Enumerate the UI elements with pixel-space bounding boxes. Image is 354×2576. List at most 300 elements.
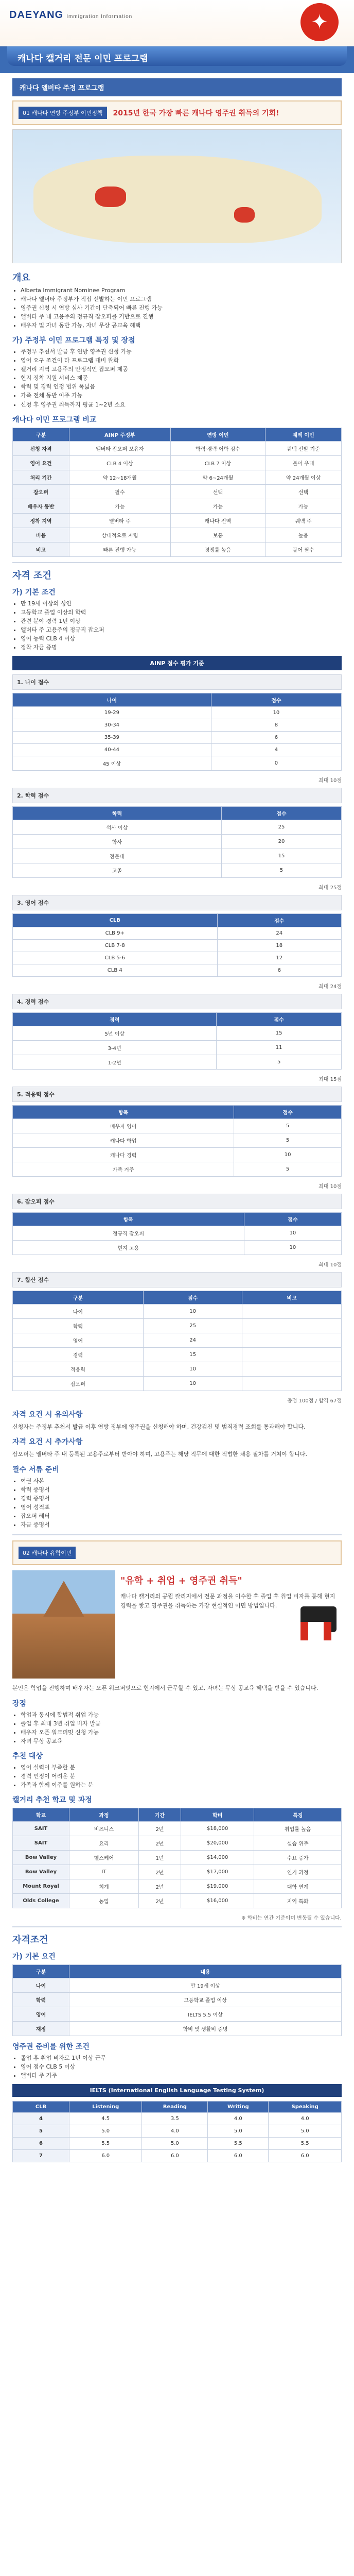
cell: 나이 bbox=[13, 1978, 69, 1993]
cell: 5.5 bbox=[208, 2138, 269, 2150]
cell: 2년 bbox=[138, 1879, 181, 1894]
eligibility-subtitle: 가) 기본 조건 bbox=[12, 588, 56, 597]
cell: 10 bbox=[244, 1240, 341, 1255]
cell: 8 bbox=[211, 719, 341, 731]
promo-text: 2015년 한국 가장 빠른 캐나다 영주권 취득의 기회! bbox=[113, 109, 279, 117]
list-item: • 배우자 오픈 워크퍼밋 신청 가능 bbox=[21, 1728, 342, 1737]
cell: 캐나다 학업 bbox=[13, 1133, 234, 1147]
cell: 캐나다 경력 bbox=[13, 1147, 234, 1162]
cell: $14,000 bbox=[181, 1851, 254, 1865]
cell: 나이 bbox=[13, 1304, 144, 1318]
features-title: 가) 주정부 이민 프로그램 특징 및 장점 bbox=[12, 336, 135, 345]
table-header: 점수 bbox=[234, 1105, 342, 1118]
table-row bbox=[13, 455, 342, 470]
slogan-text: 캐나다 캘거리의 공립 칼리지에서 전문 과정을 이수한 후 졸업 후 취업 비자를 통해 현지 경력을 쌓고 영주권을 취득하는 가장 현실적인 이민 방법입니다. bbox=[120, 1593, 335, 1609]
eligibility-list bbox=[12, 599, 342, 652]
pr-list bbox=[12, 2054, 342, 2080]
cell: 가능 bbox=[170, 499, 265, 513]
cell bbox=[242, 1318, 342, 1333]
score-note: 최대 15점 bbox=[318, 1076, 342, 1082]
cell: 6 bbox=[217, 964, 341, 976]
cell: 5 bbox=[234, 1118, 342, 1133]
cell: Bow Valley bbox=[13, 1865, 69, 1879]
table-header: 학비 bbox=[181, 1808, 254, 1822]
cell bbox=[242, 1304, 342, 1318]
cell: 5.5 bbox=[69, 2138, 142, 2150]
score-table bbox=[12, 913, 342, 977]
table-row bbox=[13, 542, 342, 556]
table-header: 점수 bbox=[217, 913, 341, 927]
cell: 신청 자격 bbox=[13, 441, 69, 455]
table-row bbox=[13, 1836, 342, 1851]
site-header bbox=[0, 0, 354, 46]
table-header: 나이 bbox=[13, 693, 211, 706]
cell: 잡오퍼 bbox=[13, 484, 69, 499]
cell: 40-44 bbox=[13, 743, 211, 756]
table-row bbox=[13, 952, 342, 964]
list-item: • 자녀 무상 공교육 bbox=[21, 1737, 342, 1745]
table-header: 구분 bbox=[13, 1965, 69, 1978]
cell: 상대적으로 저렴 bbox=[69, 528, 171, 542]
score-table-title: 5. 적응력 점수 bbox=[12, 1087, 342, 1102]
list-item: • 영어 성적표 bbox=[21, 1503, 342, 1512]
study-text: 본인은 학업을 진행하며 배우자는 오픈 워크퍼밋으로 현지에서 근무할 수 있고, 자녀는 무상 공교육 혜택을 받을 수 있습니다. bbox=[12, 1685, 318, 1692]
overview-title: 개요 bbox=[12, 273, 30, 283]
cell: 5년 이상 bbox=[13, 1026, 217, 1040]
cell: 대학 연계 bbox=[254, 1879, 342, 1894]
table-row bbox=[13, 939, 342, 952]
cell: 보통 bbox=[170, 528, 265, 542]
cell: 4.0 bbox=[269, 2113, 342, 2125]
table-header: 점수 bbox=[217, 1012, 342, 1026]
cell: 회계 bbox=[69, 1879, 139, 1894]
logo-text: DAEYANG bbox=[9, 9, 64, 21]
cell: 전문대 bbox=[13, 849, 222, 863]
cell: 5 bbox=[13, 2125, 69, 2138]
requirements-title: 자격조건 bbox=[12, 1935, 48, 1946]
table-row bbox=[13, 1347, 342, 1362]
cell bbox=[242, 1362, 342, 1376]
list-item: • 가족 전체 동반 이주 가능 bbox=[21, 391, 342, 400]
cell: 4 bbox=[211, 743, 341, 756]
table-row bbox=[13, 820, 342, 834]
cell: 10 bbox=[143, 1304, 242, 1318]
content bbox=[12, 78, 342, 2162]
divider bbox=[12, 1534, 342, 1535]
list-item: • 신청 후 영주권 취득까지 평균 1~2년 소요 bbox=[21, 400, 342, 409]
list-item: • 졸업 후 취업 비자로 1년 이상 근무 bbox=[21, 2054, 342, 2062]
list-item: • 경력 증명서 bbox=[21, 1494, 342, 1503]
cell: Mount Royal bbox=[13, 1879, 69, 1894]
cell: 25 bbox=[221, 820, 341, 834]
cell: 경력 bbox=[13, 1347, 144, 1362]
table-header: 구분 bbox=[13, 1291, 144, 1304]
cell: 5 bbox=[221, 863, 341, 877]
cell: 6 bbox=[211, 731, 341, 743]
list-item: • 배우자 및 자녀 동반 가능, 자녀 무상 공교육 혜택 bbox=[21, 321, 342, 330]
table-row bbox=[13, 1147, 342, 1162]
cell: 정규직 잡오퍼 bbox=[13, 1226, 244, 1240]
cell: 요리 bbox=[69, 1836, 139, 1851]
table-row bbox=[13, 719, 342, 731]
cell: $20,000 bbox=[181, 1836, 254, 1851]
maple-leaf-icon: ✦ bbox=[300, 3, 339, 41]
table-row bbox=[13, 470, 342, 484]
table-header: 점수 bbox=[221, 806, 341, 820]
cell: 비용 bbox=[13, 528, 69, 542]
logo[interactable] bbox=[9, 9, 132, 21]
table-row bbox=[13, 1318, 342, 1333]
table-header: 점수 bbox=[244, 1212, 341, 1226]
cell: 10 bbox=[143, 1362, 242, 1376]
cell: 6.0 bbox=[69, 2150, 142, 2162]
score-table bbox=[12, 1212, 342, 1255]
cell: 5 bbox=[234, 1162, 342, 1176]
target-list bbox=[12, 1763, 342, 1789]
cell: 재정 bbox=[13, 2022, 69, 2036]
cell: 2년 bbox=[138, 1894, 181, 1908]
cell: CLB 4 이상 bbox=[69, 455, 171, 470]
list-item: • 앨버타 주 내 고용주의 정규직 잡오퍼를 기반으로 진행 bbox=[21, 312, 342, 321]
cell: 현지 고용 bbox=[13, 1240, 244, 1255]
cell: 석사 이상 bbox=[13, 820, 222, 834]
cell: 퀘벡 선발 기준 bbox=[266, 441, 342, 455]
requirements-table bbox=[12, 1964, 342, 2036]
cell: 5.0 bbox=[208, 2125, 269, 2138]
table-row bbox=[13, 1055, 342, 1069]
study-tag: 02 캐나다 유학이민 bbox=[19, 1547, 76, 1559]
cell: 가족 거주 bbox=[13, 1162, 234, 1176]
compare-table-title: 캐나다 이민 프로그램 비교 bbox=[12, 415, 97, 424]
list-item: • 영어 실력이 부족한 분 bbox=[21, 1763, 342, 1772]
additional-title: 자격 요건 시 추가사항 bbox=[12, 1438, 83, 1447]
cell: $19,000 bbox=[181, 1879, 254, 1894]
table-header: Writing bbox=[208, 2102, 269, 2113]
table-row bbox=[13, 743, 342, 756]
cell: 6.0 bbox=[208, 2150, 269, 2162]
cell: $18,000 bbox=[181, 1822, 254, 1836]
table-header: 내용 bbox=[69, 1965, 342, 1978]
cell: Bow Valley bbox=[13, 1851, 69, 1865]
cell: 고졸 bbox=[13, 863, 222, 877]
advantages-list bbox=[12, 1710, 342, 1745]
score-note: 최대 10점 bbox=[318, 1183, 342, 1190]
cell bbox=[242, 1333, 342, 1347]
list-item: • 학업과 동시에 합법적 취업 가능 bbox=[21, 1710, 342, 1719]
cell: 12 bbox=[217, 952, 341, 964]
score-note: 최대 25점 bbox=[318, 885, 342, 891]
table-row bbox=[13, 528, 342, 542]
cell: 비고 bbox=[13, 542, 69, 556]
table-row bbox=[13, 731, 342, 743]
target-title: 추천 대상 bbox=[12, 1752, 43, 1761]
list-item: • 고등학교 졸업 이상의 학력 bbox=[21, 608, 342, 617]
ielts-bar: IELTS (International English Language Testing System) bbox=[12, 2084, 342, 2097]
score-table-title: 6. 잡오퍼 점수 bbox=[12, 1194, 342, 1209]
table-header: 점수 bbox=[143, 1291, 242, 1304]
cell: Olds College bbox=[13, 1894, 69, 1908]
cell: CLB 4 bbox=[13, 964, 218, 976]
caution-text: 신청자는 주정부 추천서 발급 이후 연방 정부에 영주권을 신청해야 하며, 건강검진 및 범죄경력 조회를 통과해야 합니다. bbox=[12, 1423, 306, 1430]
score-table bbox=[12, 806, 342, 878]
cell: 불어 필수 bbox=[266, 542, 342, 556]
cell: 잡오퍼 bbox=[13, 1376, 144, 1391]
cell: 7 bbox=[13, 2150, 69, 2162]
table-row bbox=[13, 2125, 342, 2138]
table-row bbox=[13, 706, 342, 719]
table-row bbox=[13, 964, 342, 976]
score-note: 최대 10점 bbox=[318, 777, 342, 784]
list-item: • 현지 정착 지원 서비스 제공 bbox=[21, 374, 342, 382]
table-header: 항목 bbox=[13, 1212, 244, 1226]
table-row bbox=[13, 1879, 342, 1894]
cell: CLB 7-8 bbox=[13, 939, 218, 952]
cell: 학력 bbox=[13, 1318, 144, 1333]
table-header: Speaking bbox=[269, 2102, 342, 2113]
cell: 농업 bbox=[69, 1894, 139, 1908]
table-header: 점수 bbox=[211, 693, 341, 706]
cell: 약 12~18개월 bbox=[69, 470, 171, 484]
cell: 15 bbox=[221, 849, 341, 863]
cell: 6 bbox=[13, 2138, 69, 2150]
promo-box bbox=[12, 100, 342, 125]
cell: 불어 우대 bbox=[266, 455, 342, 470]
school-note: ※ 학비는 연간 기준이며 변동될 수 있습니다. bbox=[241, 1916, 342, 1922]
table-row bbox=[13, 756, 342, 770]
list-item: • 영주권 신청 시 연방 심사 기간이 단축되어 빠른 진행 가능 bbox=[21, 303, 342, 312]
cell: 30-34 bbox=[13, 719, 211, 731]
cell: 약 24개월 이상 bbox=[266, 470, 342, 484]
cell: 고등학교 졸업 이상 bbox=[69, 1993, 342, 2007]
table-row bbox=[13, 849, 342, 863]
cell: 지역 특화 bbox=[254, 1894, 342, 1908]
school-table bbox=[12, 1808, 342, 1908]
compare-table bbox=[12, 428, 342, 557]
cell: 5.0 bbox=[69, 2125, 142, 2138]
table-row bbox=[13, 927, 342, 939]
table-row bbox=[13, 1118, 342, 1133]
canada-flag-icon bbox=[300, 1622, 331, 1640]
table-row bbox=[13, 499, 342, 513]
table-row bbox=[13, 2138, 342, 2150]
score-table-title: 3. 영어 점수 bbox=[12, 895, 342, 910]
cell: 0 bbox=[211, 756, 341, 770]
cell: 1년 bbox=[138, 1851, 181, 1865]
cell: $16,000 bbox=[181, 1894, 254, 1908]
table-header: CLB bbox=[13, 2102, 69, 2113]
table-header: 과정 bbox=[69, 1808, 139, 1822]
cell: 11 bbox=[217, 1040, 342, 1055]
list-item: • 졸업 후 최대 3년 취업 비자 발급 bbox=[21, 1719, 342, 1728]
score-table-title: 1. 나이 점수 bbox=[12, 674, 342, 690]
cell: 25 bbox=[143, 1318, 242, 1333]
table-header: 기간 bbox=[138, 1808, 181, 1822]
list-item: • 자금 증명서 bbox=[21, 1520, 342, 1529]
slogan-box bbox=[120, 1570, 342, 1679]
cell: CLB 5-6 bbox=[13, 952, 218, 964]
score-note: 최대 24점 bbox=[318, 984, 342, 990]
list-item: • 학력 증명서 bbox=[21, 1485, 342, 1494]
table-row bbox=[13, 834, 342, 849]
cell: 5 bbox=[234, 1133, 342, 1147]
cell: 35-39 bbox=[13, 731, 211, 743]
cell: 선택 bbox=[266, 484, 342, 499]
score-table bbox=[12, 1012, 342, 1070]
list-item: • 잡오퍼 레터 bbox=[21, 1512, 342, 1520]
school-table-title: 캘거리 추천 학교 및 과정 bbox=[12, 1796, 92, 1805]
cell: 영어 bbox=[13, 1333, 144, 1347]
cell: $17,000 bbox=[181, 1865, 254, 1879]
table-row bbox=[13, 513, 342, 528]
cell: 학사 bbox=[13, 834, 222, 849]
list-item: • 정착 자금 증명 bbox=[21, 643, 342, 652]
additional-text: 잡오퍼는 앨버타 주 내 등록된 고용주로부터 받아야 하며, 고용주는 해당 직무에 대한 적법한 채용 절차를 거쳐야 합니다. bbox=[12, 1451, 307, 1458]
table-header: 항목 bbox=[13, 1105, 234, 1118]
list-item: • 영어 점수 CLB 5 이상 bbox=[21, 2062, 342, 2071]
cell: 앨버타 주 bbox=[69, 513, 171, 528]
eligibility-title: 자격 조건 bbox=[12, 570, 51, 581]
score-note: 최대 10점 bbox=[318, 1262, 342, 1268]
list-item: • 만 19세 이상의 성인 bbox=[21, 599, 342, 608]
table-row bbox=[13, 1133, 342, 1147]
cell: 적응력 bbox=[13, 1362, 144, 1376]
table-row bbox=[13, 1304, 342, 1318]
list-item: • 주정부 추천서 발급 후 연방 영주권 신청 가능 bbox=[21, 347, 342, 356]
cell: 4 bbox=[13, 2113, 69, 2125]
cell: IT bbox=[69, 1865, 139, 1879]
list-item: • 여권 사본 bbox=[21, 1477, 342, 1485]
cell: 배우자 영어 bbox=[13, 1118, 234, 1133]
cell: 4.0 bbox=[208, 2113, 269, 2125]
cell: 영어 bbox=[13, 2007, 69, 2022]
cell: 24 bbox=[143, 1333, 242, 1347]
cell: 비즈니스 bbox=[69, 1822, 139, 1836]
cell: 6.0 bbox=[142, 2150, 208, 2162]
table-row bbox=[13, 1978, 342, 1993]
cell: 1-2년 bbox=[13, 1055, 217, 1069]
table-header: 퀘벡 이민 bbox=[266, 428, 342, 441]
table-row bbox=[13, 441, 342, 455]
cell: 가능 bbox=[266, 499, 342, 513]
cell: 10 bbox=[244, 1226, 341, 1240]
cell: 10 bbox=[211, 706, 341, 719]
page-title: 캐나다 캘거리 전문 이민 프로그램 bbox=[7, 46, 347, 66]
cell: 2년 bbox=[138, 1822, 181, 1836]
cell: 학력·경력·어학 점수 bbox=[170, 441, 265, 455]
table-header: 구분 bbox=[13, 428, 69, 441]
cell: 5.0 bbox=[269, 2125, 342, 2138]
list-item: • 경력 인정이 어려운 분 bbox=[21, 1772, 342, 1781]
cell bbox=[242, 1376, 342, 1391]
cell: 높음 bbox=[266, 528, 342, 542]
cell: IELTS 5.5 이상 bbox=[69, 2007, 342, 2022]
requirements-subtitle: 가) 기본 요건 bbox=[12, 1953, 56, 1961]
cell: 2년 bbox=[138, 1865, 181, 1879]
cell: 앨버타 잡오퍼 보유자 bbox=[69, 441, 171, 455]
list-item: • 학력 및 경력 인정 범위 폭넓음 bbox=[21, 382, 342, 391]
table-header: 연방 이민 bbox=[170, 428, 265, 441]
slogan: "유학 + 취업 + 영주권 취득" bbox=[120, 1575, 242, 1587]
caution-title: 자격 요건 시 유의사항 bbox=[12, 1410, 83, 1419]
features-list bbox=[12, 347, 342, 409]
cell: CLB 9+ bbox=[13, 927, 218, 939]
table-row bbox=[13, 484, 342, 499]
table-row bbox=[13, 1865, 342, 1879]
cell: 15 bbox=[143, 1347, 242, 1362]
list-item: • 가족과 함께 이주를 원하는 분 bbox=[21, 1781, 342, 1789]
cell: 영어 요건 bbox=[13, 455, 69, 470]
land-shape bbox=[33, 156, 322, 243]
list-item: • 앨버타 주 고용주의 정규직 잡오퍼 bbox=[21, 625, 342, 634]
cell: 3-4년 bbox=[13, 1040, 217, 1055]
table-row bbox=[13, 1162, 342, 1176]
list-item: • 앨버타 주 거주 bbox=[21, 2071, 342, 2080]
ielts-table bbox=[12, 2101, 342, 2162]
list-item: • 캘거리 지역 고용주의 안정적인 잡오퍼 제공 bbox=[21, 365, 342, 374]
table-row bbox=[13, 2007, 342, 2022]
cell: 20 bbox=[221, 834, 341, 849]
study-heading bbox=[12, 1540, 342, 1565]
cell: 취업률 높음 bbox=[254, 1822, 342, 1836]
total-note: 총점 100점 / 합격 67점 bbox=[287, 1398, 342, 1404]
divider bbox=[12, 1926, 342, 1927]
cell: 5.5 bbox=[269, 2138, 342, 2150]
cell: 4.5 bbox=[69, 2113, 142, 2125]
table-header: CLB bbox=[13, 913, 218, 927]
total-table-title: 7. 합산 점수 bbox=[12, 1272, 342, 1287]
docs-title: 필수 서류 준비 bbox=[12, 1466, 59, 1475]
divider bbox=[12, 562, 342, 563]
table-row bbox=[13, 1333, 342, 1347]
table-row bbox=[13, 1376, 342, 1391]
table-row bbox=[13, 1226, 342, 1240]
cell: 인기 과정 bbox=[254, 1865, 342, 1879]
cell: 정착 지역 bbox=[13, 513, 69, 528]
table-row bbox=[13, 2150, 342, 2162]
cell: 경쟁률 높음 bbox=[170, 542, 265, 556]
cell: 빠른 진행 가능 bbox=[69, 542, 171, 556]
table-row bbox=[13, 1026, 342, 1040]
cell: SAIT bbox=[13, 1836, 69, 1851]
table-row bbox=[13, 1362, 342, 1376]
advantages-title: 장점 bbox=[12, 1699, 27, 1708]
cell: 24 bbox=[217, 927, 341, 939]
cell: 10 bbox=[143, 1376, 242, 1391]
cell: 45 이상 bbox=[13, 756, 211, 770]
table-row bbox=[13, 1240, 342, 1255]
cell: 19-29 bbox=[13, 706, 211, 719]
cell: 배우자 동반 bbox=[13, 499, 69, 513]
table-row bbox=[13, 1822, 342, 1836]
score-table-title: 4. 경력 점수 bbox=[12, 994, 342, 1009]
cell: 가능 bbox=[69, 499, 171, 513]
list-item: • 캐나다 앨버타 주정부가 직접 선발하는 이민 프로그램 bbox=[21, 295, 342, 303]
cell: SAIT bbox=[13, 1822, 69, 1836]
docs-list bbox=[12, 1477, 342, 1529]
cell: 수요 증가 bbox=[254, 1851, 342, 1865]
section-heading: 캐나다 앨버타 주정 프로그램 bbox=[12, 78, 342, 96]
table-header: 특징 bbox=[254, 1808, 342, 1822]
overview-list bbox=[12, 286, 342, 330]
list-item: • 관련 분야 경력 1년 이상 bbox=[21, 617, 342, 625]
cell: 실습 위주 bbox=[254, 1836, 342, 1851]
total-table bbox=[12, 1291, 342, 1391]
logo-subtext: Immigration Information bbox=[66, 14, 133, 20]
cell: 5 bbox=[217, 1055, 342, 1069]
table-row bbox=[13, 863, 342, 877]
table-row bbox=[13, 2022, 342, 2036]
cell: 헬스케어 bbox=[69, 1851, 139, 1865]
